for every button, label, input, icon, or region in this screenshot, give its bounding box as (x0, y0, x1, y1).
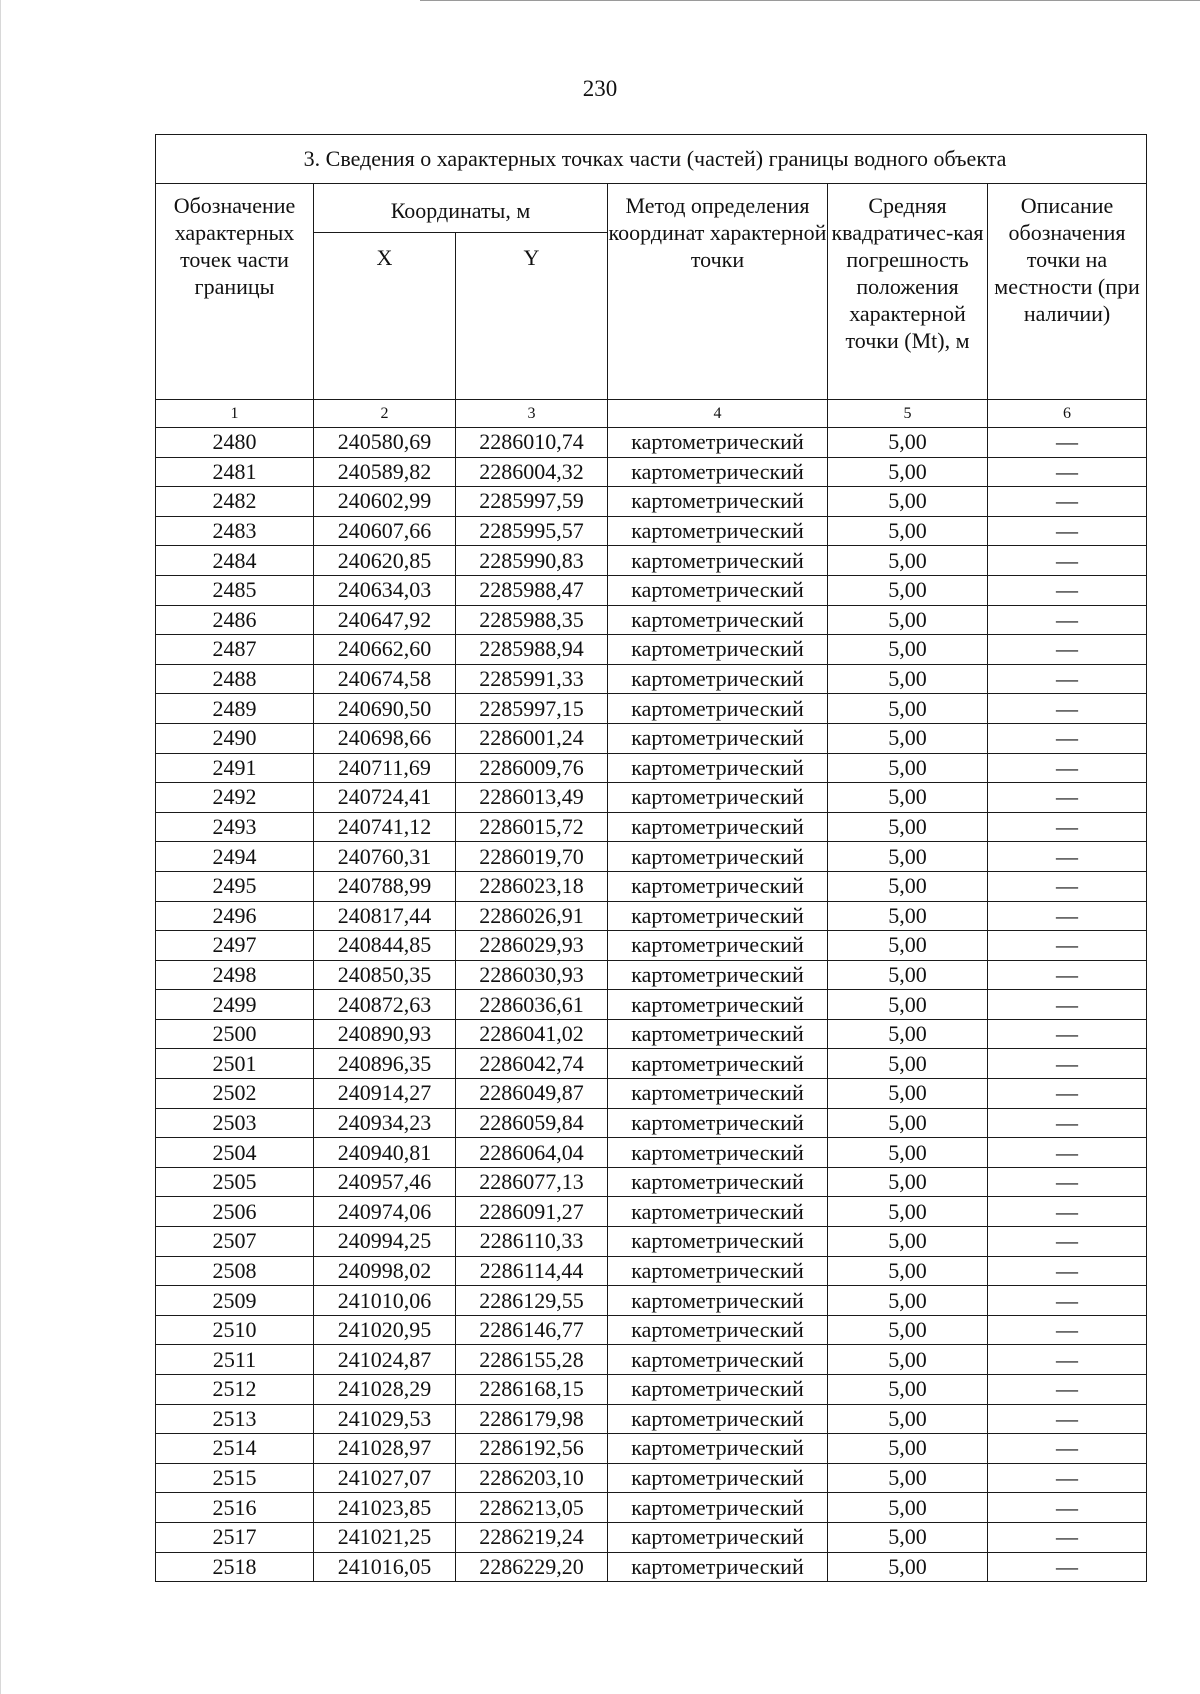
cell-method: картометрический (608, 1197, 828, 1227)
cell-point-id: 2489 (156, 694, 314, 724)
cell-method: картометрический (608, 1375, 828, 1405)
cell-point-id: 2491 (156, 753, 314, 783)
cell-method: картометрический (608, 487, 828, 517)
cell-y: 2285988,35 (456, 605, 608, 635)
cell-mean-error: 5,00 (828, 487, 988, 517)
cell-x: 240580,69 (314, 428, 456, 458)
cell-x: 240994,25 (314, 1227, 456, 1257)
cell-mean-error: 5,00 (828, 1256, 988, 1286)
cell-point-id: 2497 (156, 931, 314, 961)
cell-description: — (988, 1375, 1147, 1405)
cell-description: — (988, 664, 1147, 694)
cell-y: 2286015,72 (456, 812, 608, 842)
cell-x: 241020,95 (314, 1315, 456, 1345)
cell-description: — (988, 931, 1147, 961)
cell-x: 240890,93 (314, 1019, 456, 1049)
cell-point-id: 2501 (156, 1049, 314, 1079)
cell-method: картометрический (608, 575, 828, 605)
cell-mean-error: 5,00 (828, 546, 988, 576)
cell-mean-error: 5,00 (828, 931, 988, 961)
cell-y: 2286168,15 (456, 1375, 608, 1405)
cell-y: 2285988,94 (456, 635, 608, 665)
cell-point-id: 2480 (156, 428, 314, 458)
cell-x: 241010,06 (314, 1286, 456, 1316)
cell-x: 241029,53 (314, 1404, 456, 1434)
cell-description: — (988, 1138, 1147, 1168)
table-row (156, 1138, 1147, 1168)
cell-description: — (988, 546, 1147, 576)
cell-method: картометрический (608, 1493, 828, 1523)
table-row (156, 1315, 1147, 1345)
table-row (156, 1404, 1147, 1434)
cell-description: — (988, 694, 1147, 724)
cell-y: 2286041,02 (456, 1019, 608, 1049)
cell-method: картометрический (608, 960, 828, 990)
cell-method: картометрический (608, 1138, 828, 1168)
cell-description: — (988, 428, 1147, 458)
cell-method: картометрический (608, 931, 828, 961)
cell-method: картометрический (608, 812, 828, 842)
cell-y: 2286229,20 (456, 1552, 608, 1582)
cell-x: 240760,31 (314, 842, 456, 872)
table-row (156, 1286, 1147, 1316)
table-row (156, 1049, 1147, 1079)
cell-y: 2286004,32 (456, 457, 608, 487)
cell-description: — (988, 1493, 1147, 1523)
cell-description: — (988, 990, 1147, 1020)
cell-y: 2285991,33 (456, 664, 608, 694)
cell-point-id: 2500 (156, 1019, 314, 1049)
cell-x: 240607,66 (314, 516, 456, 546)
cell-method: картометрический (608, 457, 828, 487)
cell-description: — (988, 960, 1147, 990)
cell-x: 240817,44 (314, 901, 456, 931)
cell-x: 240914,27 (314, 1079, 456, 1109)
cell-mean-error: 5,00 (828, 1463, 988, 1493)
cell-point-id: 2516 (156, 1493, 314, 1523)
table-row (156, 1079, 1147, 1109)
table-row (156, 842, 1147, 872)
cell-mean-error: 5,00 (828, 960, 988, 990)
cell-x: 240662,60 (314, 635, 456, 665)
cell-mean-error: 5,00 (828, 990, 988, 1020)
table-row (156, 931, 1147, 961)
header-coordinates: Координаты, м (314, 184, 608, 233)
cell-description: — (988, 1079, 1147, 1109)
cell-y: 2286213,05 (456, 1493, 608, 1523)
cell-description: — (988, 842, 1147, 872)
page-number: 230 (582, 76, 618, 101)
cell-method: картометрический (608, 871, 828, 901)
cell-description: — (988, 871, 1147, 901)
cell-description: — (988, 487, 1147, 517)
cell-mean-error: 5,00 (828, 1108, 988, 1138)
table-row (156, 1522, 1147, 1552)
cell-mean-error: 5,00 (828, 812, 988, 842)
cell-mean-error: 5,00 (828, 1167, 988, 1197)
table-row (156, 723, 1147, 753)
cell-description: — (988, 1434, 1147, 1464)
cell-mean-error: 5,00 (828, 1227, 988, 1257)
cell-x: 241027,07 (314, 1463, 456, 1493)
column-number: 1 (156, 400, 314, 428)
cell-method: картометрический (608, 605, 828, 635)
cell-point-id: 2511 (156, 1345, 314, 1375)
table-row (156, 457, 1147, 487)
cell-description: — (988, 457, 1147, 487)
cell-method: картометрический (608, 901, 828, 931)
cell-method: картометрический (608, 1404, 828, 1434)
cell-mean-error: 5,00 (828, 575, 988, 605)
cell-point-id: 2514 (156, 1434, 314, 1464)
header-point-id: Обозначение характерных точек части границы (156, 184, 314, 400)
cell-method: картометрический (608, 990, 828, 1020)
cell-y: 2286064,04 (456, 1138, 608, 1168)
cell-point-id: 2487 (156, 635, 314, 665)
cell-point-id: 2482 (156, 487, 314, 517)
cell-x: 241021,25 (314, 1522, 456, 1552)
cell-y: 2286203,10 (456, 1463, 608, 1493)
table-row (156, 990, 1147, 1020)
cell-description: — (988, 605, 1147, 635)
cell-x: 241028,97 (314, 1434, 456, 1464)
column-number: 6 (988, 400, 1147, 428)
cell-x: 240850,35 (314, 960, 456, 990)
cell-x: 240788,99 (314, 871, 456, 901)
table-row (156, 1493, 1147, 1523)
table-row (156, 546, 1147, 576)
cell-point-id: 2490 (156, 723, 314, 753)
cell-y: 2286155,28 (456, 1345, 608, 1375)
cell-description: — (988, 723, 1147, 753)
cell-description: — (988, 1256, 1147, 1286)
cell-method: картометрический (608, 1552, 828, 1582)
cell-y: 2286059,84 (456, 1108, 608, 1138)
cell-method: картометрический (608, 1256, 828, 1286)
table-row (156, 871, 1147, 901)
cell-y: 2286019,70 (456, 842, 608, 872)
cell-method: картометрический (608, 635, 828, 665)
cell-method: картометрический (608, 664, 828, 694)
cell-y: 2286146,77 (456, 1315, 608, 1345)
cell-method: картометрический (608, 1108, 828, 1138)
table-row (156, 901, 1147, 931)
cell-point-id: 2504 (156, 1138, 314, 1168)
cell-point-id: 2510 (156, 1315, 314, 1345)
cell-x: 240589,82 (314, 457, 456, 487)
cell-x: 240934,23 (314, 1108, 456, 1138)
cell-x: 240896,35 (314, 1049, 456, 1079)
cell-mean-error: 5,00 (828, 1315, 988, 1345)
cell-x: 240602,99 (314, 487, 456, 517)
cell-mean-error: 5,00 (828, 1552, 988, 1582)
cell-mean-error: 5,00 (828, 694, 988, 724)
cell-point-id: 2493 (156, 812, 314, 842)
cell-y: 2286129,55 (456, 1286, 608, 1316)
cell-method: картометрический (608, 1227, 828, 1257)
cell-x: 240634,03 (314, 575, 456, 605)
cell-y: 2285997,59 (456, 487, 608, 517)
cell-method: картометрический (608, 546, 828, 576)
cell-y: 2285995,57 (456, 516, 608, 546)
cell-x: 240724,41 (314, 783, 456, 813)
cell-point-id: 2488 (156, 664, 314, 694)
cell-description: — (988, 1404, 1147, 1434)
cell-description: — (988, 1345, 1147, 1375)
cell-mean-error: 5,00 (828, 901, 988, 931)
cell-method: картометрический (608, 694, 828, 724)
cell-y: 2286026,91 (456, 901, 608, 931)
cell-point-id: 2496 (156, 901, 314, 931)
cell-x: 240698,66 (314, 723, 456, 753)
cell-point-id: 2502 (156, 1079, 314, 1109)
cell-y: 2286049,87 (456, 1079, 608, 1109)
cell-description: — (988, 901, 1147, 931)
cell-description: — (988, 1463, 1147, 1493)
cell-method: картометрический (608, 723, 828, 753)
cell-mean-error: 5,00 (828, 635, 988, 665)
cell-x: 241023,85 (314, 1493, 456, 1523)
cell-point-id: 2503 (156, 1108, 314, 1138)
table-row (156, 960, 1147, 990)
cell-mean-error: 5,00 (828, 428, 988, 458)
cell-method: картометрический (608, 1522, 828, 1552)
cell-description: — (988, 1315, 1147, 1345)
cell-y: 2286219,24 (456, 1522, 608, 1552)
cell-description: — (988, 1049, 1147, 1079)
column-number: 5 (828, 400, 988, 428)
cell-mean-error: 5,00 (828, 1286, 988, 1316)
cell-y: 2286114,44 (456, 1256, 608, 1286)
header-y: Y (456, 233, 608, 400)
cell-mean-error: 5,00 (828, 1493, 988, 1523)
cell-method: картометрический (608, 783, 828, 813)
cell-point-id: 2495 (156, 871, 314, 901)
cell-mean-error: 5,00 (828, 1522, 988, 1552)
cell-description: — (988, 1197, 1147, 1227)
cell-mean-error: 5,00 (828, 753, 988, 783)
cell-description: — (988, 635, 1147, 665)
table-row (156, 664, 1147, 694)
table-row (156, 812, 1147, 842)
cell-mean-error: 5,00 (828, 1434, 988, 1464)
cell-mean-error: 5,00 (828, 605, 988, 635)
cell-x: 240674,58 (314, 664, 456, 694)
cell-x: 240844,85 (314, 931, 456, 961)
cell-y: 2286179,98 (456, 1404, 608, 1434)
table-row (156, 1345, 1147, 1375)
cell-description: — (988, 1522, 1147, 1552)
cell-method: картометрический (608, 1079, 828, 1109)
cell-y: 2286036,61 (456, 990, 608, 1020)
cell-x: 241024,87 (314, 1345, 456, 1375)
cell-mean-error: 5,00 (828, 664, 988, 694)
cell-point-id: 2481 (156, 457, 314, 487)
cell-mean-error: 5,00 (828, 1138, 988, 1168)
table-row (156, 1167, 1147, 1197)
cell-point-id: 2512 (156, 1375, 314, 1405)
cell-method: картометрический (608, 1286, 828, 1316)
cell-method: картометрический (608, 1167, 828, 1197)
cell-method: картометрический (608, 1049, 828, 1079)
header-method: Метод определения координат характерной точки (608, 184, 828, 400)
header-description: Описание обозначения точки на местности (при наличии) (988, 184, 1147, 400)
cell-x: 240690,50 (314, 694, 456, 724)
cell-mean-error: 5,00 (828, 457, 988, 487)
table-row (156, 516, 1147, 546)
cell-y: 2286042,74 (456, 1049, 608, 1079)
cell-point-id: 2518 (156, 1552, 314, 1582)
cell-mean-error: 5,00 (828, 516, 988, 546)
cell-x: 240711,69 (314, 753, 456, 783)
table-row (156, 487, 1147, 517)
cell-mean-error: 5,00 (828, 842, 988, 872)
cell-mean-error: 5,00 (828, 1049, 988, 1079)
cell-method: картометрический (608, 1463, 828, 1493)
cell-point-id: 2486 (156, 605, 314, 635)
cell-x: 240957,46 (314, 1167, 456, 1197)
cell-description: — (988, 1552, 1147, 1582)
cell-point-id: 2485 (156, 575, 314, 605)
column-number: 3 (456, 400, 608, 428)
table-row (156, 1434, 1147, 1464)
cell-x: 240940,81 (314, 1138, 456, 1168)
cell-mean-error: 5,00 (828, 1404, 988, 1434)
cell-method: картометрический (608, 516, 828, 546)
cell-mean-error: 5,00 (828, 1197, 988, 1227)
cell-method: картометрический (608, 1019, 828, 1049)
cell-y: 2286091,27 (456, 1197, 608, 1227)
cell-x: 241028,29 (314, 1375, 456, 1405)
table-title: 3. Сведения о характерных точках части (частей) границы водного объекта (156, 135, 1147, 184)
table-row (156, 1108, 1147, 1138)
table-row (156, 635, 1147, 665)
cell-y: 2285990,83 (456, 546, 608, 576)
table-row (156, 694, 1147, 724)
table-row (156, 753, 1147, 783)
cell-point-id: 2499 (156, 990, 314, 1020)
cell-method: картометрический (608, 1315, 828, 1345)
cell-x: 240974,06 (314, 1197, 456, 1227)
cell-y: 2286110,33 (456, 1227, 608, 1257)
cell-point-id: 2509 (156, 1286, 314, 1316)
cell-method: картометрический (608, 428, 828, 458)
table-row (156, 1463, 1147, 1493)
cell-mean-error: 5,00 (828, 723, 988, 753)
cell-point-id: 2498 (156, 960, 314, 990)
header-x: X (314, 233, 456, 400)
cell-y: 2286013,49 (456, 783, 608, 813)
table-row (156, 1375, 1147, 1405)
cell-x: 240647,92 (314, 605, 456, 635)
cell-x: 240620,85 (314, 546, 456, 576)
scan-edge-top (420, 0, 1200, 1)
cell-x: 240741,12 (314, 812, 456, 842)
cell-x: 240872,63 (314, 990, 456, 1020)
cell-point-id: 2483 (156, 516, 314, 546)
table-row (156, 428, 1147, 458)
cell-description: — (988, 783, 1147, 813)
cell-point-id: 2508 (156, 1256, 314, 1286)
header-mean-error: Средняя квадратичес-кая погрешность положения характерной точки (Mt), м (828, 184, 988, 400)
cell-point-id: 2492 (156, 783, 314, 813)
cell-y: 2286001,24 (456, 723, 608, 753)
cell-mean-error: 5,00 (828, 1375, 988, 1405)
cell-description: — (988, 1167, 1147, 1197)
cell-y: 2286009,76 (456, 753, 608, 783)
cell-y: 2286010,74 (456, 428, 608, 458)
column-number: 4 (608, 400, 828, 428)
table-body (156, 428, 1147, 1582)
cell-point-id: 2517 (156, 1522, 314, 1552)
cell-y: 2286192,56 (456, 1434, 608, 1464)
cell-y: 2286023,18 (456, 871, 608, 901)
cell-mean-error: 5,00 (828, 783, 988, 813)
column-number: 2 (314, 400, 456, 428)
cell-mean-error: 5,00 (828, 1019, 988, 1049)
cell-x: 240998,02 (314, 1256, 456, 1286)
cell-x: 241016,05 (314, 1552, 456, 1582)
cell-method: картометрический (608, 842, 828, 872)
cell-mean-error: 5,00 (828, 871, 988, 901)
cell-point-id: 2505 (156, 1167, 314, 1197)
cell-method: картометрический (608, 1345, 828, 1375)
cell-mean-error: 5,00 (828, 1345, 988, 1375)
cell-y: 2285997,15 (456, 694, 608, 724)
cell-method: картометрический (608, 1434, 828, 1464)
table-row (156, 1019, 1147, 1049)
cell-description: — (988, 1227, 1147, 1257)
table-row (156, 783, 1147, 813)
cell-description: — (988, 753, 1147, 783)
table-row (156, 605, 1147, 635)
cell-method: картометрический (608, 753, 828, 783)
cell-description: — (988, 516, 1147, 546)
cell-description: — (988, 812, 1147, 842)
cell-point-id: 2515 (156, 1463, 314, 1493)
table-row (156, 1197, 1147, 1227)
scan-edge-left (0, 0, 1, 1694)
table-row (156, 1256, 1147, 1286)
cell-point-id: 2513 (156, 1404, 314, 1434)
cell-description: — (988, 1286, 1147, 1316)
cell-point-id: 2484 (156, 546, 314, 576)
table-row (156, 1552, 1147, 1582)
cell-point-id: 2507 (156, 1227, 314, 1257)
cell-y: 2286030,93 (456, 960, 608, 990)
cell-description: — (988, 1019, 1147, 1049)
cell-description: — (988, 575, 1147, 605)
table-row (156, 575, 1147, 605)
cell-point-id: 2494 (156, 842, 314, 872)
cell-mean-error: 5,00 (828, 1079, 988, 1109)
cell-y: 2286029,93 (456, 931, 608, 961)
column-number-row (156, 400, 1147, 428)
cell-description: — (988, 1108, 1147, 1138)
boundary-points-table (155, 134, 1147, 1582)
cell-point-id: 2506 (156, 1197, 314, 1227)
table-row (156, 1227, 1147, 1257)
cell-y: 2285988,47 (456, 575, 608, 605)
cell-y: 2286077,13 (456, 1167, 608, 1197)
